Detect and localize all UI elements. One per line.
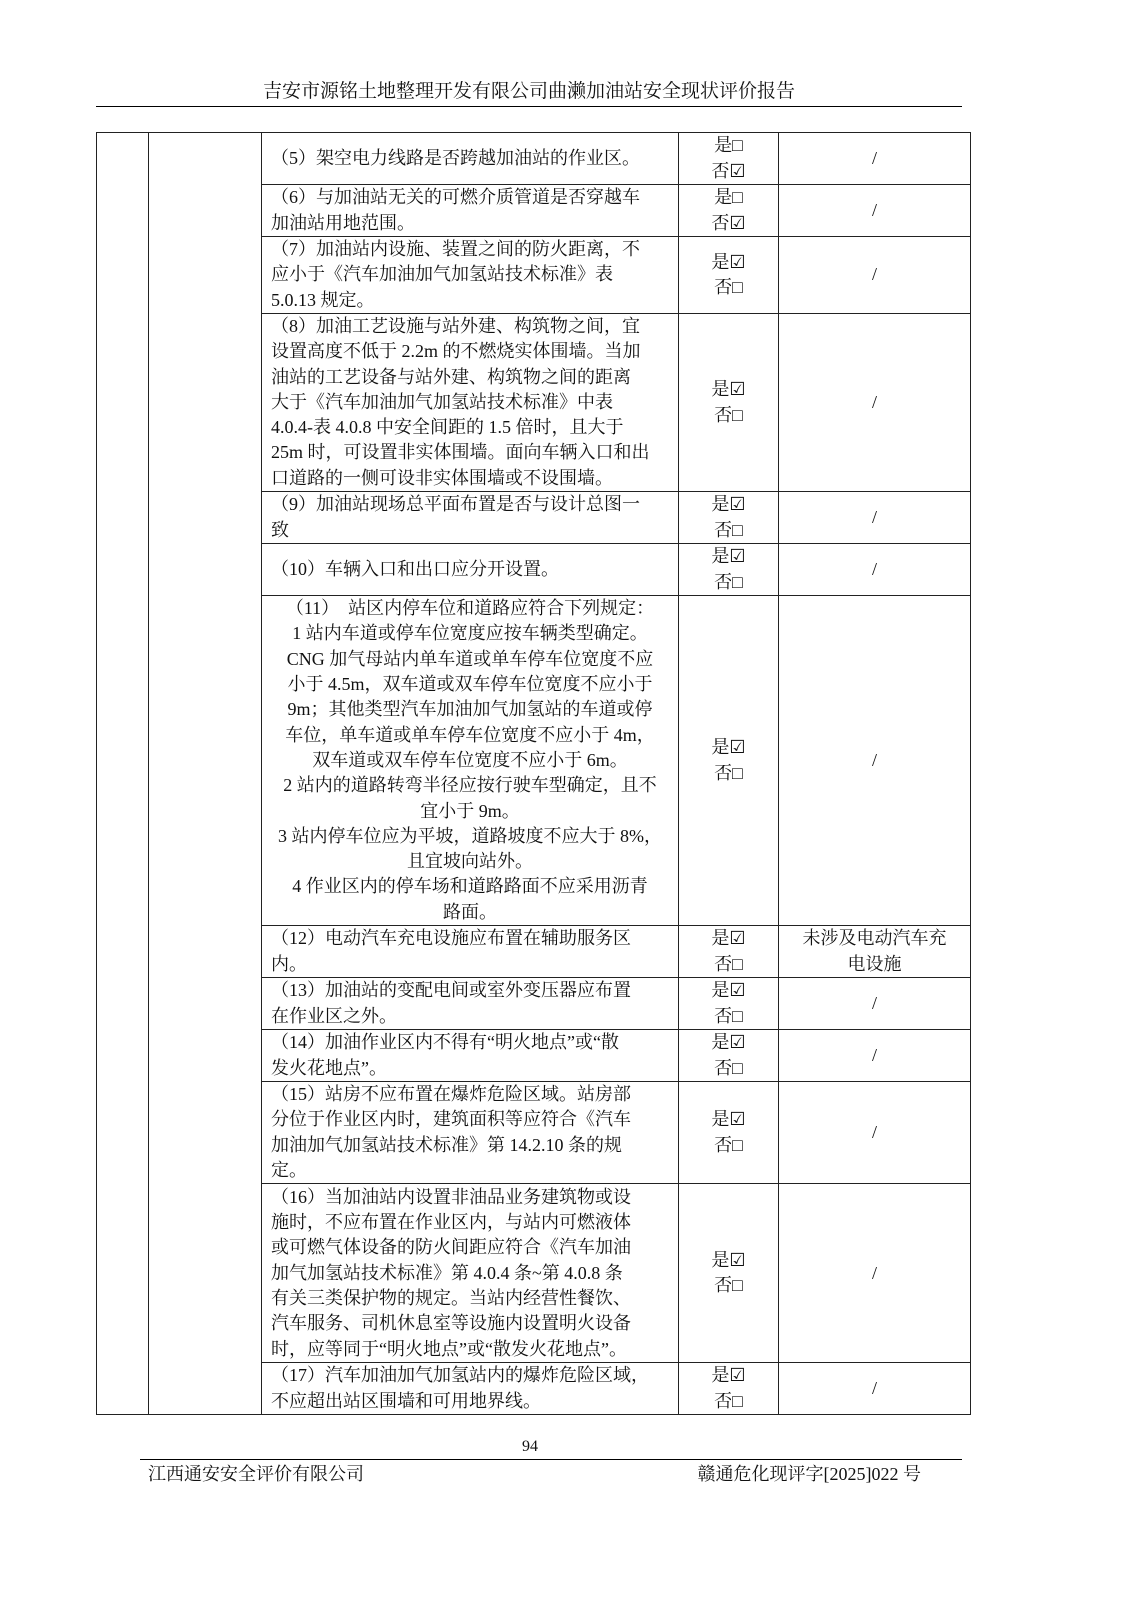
item-text-line: 3 站内停车位应为平坡，道路坡度不应大于 8%， — [278, 825, 662, 846]
yes-option: 是☑ — [711, 1365, 746, 1386]
item-text-line: （9）加油站现场总平面布置是否与设计总图一 — [271, 494, 640, 515]
footer-divider — [140, 1459, 962, 1460]
item-cell — [262, 314, 679, 492]
item-cell — [262, 978, 679, 1030]
item-text-line: 或可燃气体设备的防火间距应符合《汽车加油 — [271, 1237, 631, 1258]
no-option: 否□ — [714, 404, 743, 425]
remark-cell — [779, 237, 971, 314]
remark-cell — [779, 492, 971, 544]
yes-no-cell — [679, 237, 779, 314]
item-text-line: 加油加气加氢站技术标准》第 14.2.10 条的规 — [271, 1134, 622, 1155]
remark-text: / — [871, 1377, 877, 1398]
item-text-line: 宜小于 9m。 — [420, 800, 520, 821]
item-text-line: 1 站内车道或停车位宽度应按车辆类型确定。 — [292, 623, 648, 644]
page-header-title: 吉安市源铭土地整理开发有限公司曲濑加油站安全现状评价报告 — [262, 81, 795, 102]
item-cell — [262, 1082, 679, 1184]
remark-text: / — [871, 391, 877, 412]
item-text-line: 油站的工艺设备与站外建、构筑物之间的距离 — [271, 366, 631, 387]
item-text-line: （8）加油工艺设施与站外建、构筑物之间，宜 — [271, 316, 640, 336]
remark-text: / — [871, 147, 877, 168]
yes-option: 是☑ — [711, 379, 746, 400]
yes-no-cell — [679, 926, 779, 978]
no-option: 否□ — [714, 1057, 743, 1078]
item-cell — [262, 492, 679, 544]
item-text-line: 加油站用地范围。 — [271, 212, 415, 233]
yes-no-cell — [679, 314, 779, 492]
yes-option: 是☑ — [711, 1249, 746, 1270]
item-text-line: 双车道或双车停车位宽度不应小于 6m。 — [312, 749, 628, 770]
remark-text: 未涉及电动汽车充 — [802, 928, 947, 949]
table-row — [97, 133, 971, 185]
item-text-line: 发火花地点”。 — [271, 1057, 387, 1078]
remark-text: / — [871, 1122, 877, 1143]
remark-text: / — [871, 749, 877, 770]
remark-text: 电设施 — [847, 953, 902, 974]
yes-option: 是□ — [714, 135, 743, 156]
item-text-line: 口道路的一侧可设非实体围墙或不设围墙。 — [271, 467, 613, 488]
remark-cell — [779, 544, 971, 596]
item-text-line: （12）电动汽车充电设施应布置在辅助服务区 — [271, 928, 631, 949]
item-text-line: 在作业区之外。 — [271, 1005, 397, 1026]
remark-cell — [779, 596, 971, 926]
item-text-line: 9m；其他类型汽车加油加气加氢站的车道或停 — [287, 699, 653, 720]
yes-no-cell — [679, 185, 779, 237]
yes-no-cell — [679, 544, 779, 596]
item-text-line: （5）架空电力线路是否跨越加油站的作业区。 — [271, 147, 640, 168]
item-text-line: 有关三类保护物的规定。当站内经营性餐饮、 — [271, 1287, 631, 1308]
item-text-line: 加气加氢站技术标准》第 4.0.4 条~第 4.0.8 条 — [271, 1262, 623, 1283]
yes-option: 是☑ — [711, 928, 746, 949]
no-option: 否□ — [714, 1390, 743, 1411]
yes-option: 是☑ — [711, 737, 746, 758]
yes-no-cell — [679, 1030, 779, 1082]
page-number: 94 — [522, 1438, 538, 1455]
yes-no-cell — [679, 1082, 779, 1184]
no-option: 否☑ — [711, 160, 746, 181]
item-text-line: 4.0.4-表 4.0.8 中安全间距的 1.5 倍时，且大于 — [271, 417, 624, 438]
item-text-line: 不应超出站区围墙和可用地界线。 — [271, 1390, 541, 1411]
item-text-line: 4 作业区内的停车场和道路路面不应采用沥青 — [292, 876, 648, 897]
no-option: 否□ — [714, 1134, 743, 1155]
yes-no-cell — [679, 1363, 779, 1415]
item-text-line: 大于《汽车加油加气加氢站技术标准》中表 — [271, 391, 613, 412]
yes-option: 是☑ — [711, 494, 746, 515]
no-option: 否□ — [714, 762, 743, 783]
item-text-line: （11） 站区内停车位和道路应符合下列规定： — [285, 598, 655, 619]
item-text-line: 应小于《汽车加油加气加氢站技术标准》表 — [271, 264, 613, 285]
item-text-line: 25m 时，可设置非实体围墙。面向车辆入口和出 — [271, 442, 650, 463]
item-text-line: （15）站房不应布置在爆炸危险区域。站房部 — [271, 1084, 631, 1105]
no-option: 否□ — [714, 953, 743, 974]
item-text-line: （6）与加油站无关的可燃介质管道是否穿越车 — [271, 187, 640, 208]
yes-option: 是☑ — [711, 980, 746, 1001]
item-text-line: 分位于作业区内时，建筑面积等应符合《汽车 — [271, 1109, 631, 1130]
no-option: 否□ — [714, 571, 743, 592]
category-cell-empty — [149, 133, 262, 1415]
no-option: 否□ — [714, 1005, 743, 1026]
remark-cell — [779, 1363, 971, 1415]
item-text-line: 车位，单车道或单车停车位宽度不应小于 4m， — [285, 724, 655, 745]
no-option: 否☑ — [711, 212, 746, 233]
remark-cell — [779, 133, 971, 185]
yes-option: 是☑ — [711, 1032, 746, 1053]
item-cell — [262, 185, 679, 237]
item-text-line: （14）加油作业区内不得有“明火地点”或“散 — [271, 1032, 619, 1053]
remark-text: / — [871, 1262, 877, 1283]
yes-no-cell — [679, 596, 779, 926]
item-cell — [262, 1184, 679, 1363]
item-text-line: 2 站内的道路转弯半径应按行驶车型确定，且不 — [283, 775, 657, 796]
item-text-line: 小于 4.5m，双车道或双车停车位宽度不应小于 — [287, 674, 653, 695]
yes-option: 是☑ — [711, 1109, 746, 1130]
item-text-line: 设置高度不低于 2.2m 的不燃烧实体围墙。当加 — [271, 341, 641, 362]
item-text-line: （16）当加油站内设置非油品业务建筑物或设 — [271, 1186, 631, 1207]
item-text-line: 定。 — [271, 1159, 307, 1180]
yes-option: 是☑ — [711, 546, 746, 567]
remark-cell — [779, 1082, 971, 1184]
item-text-line: 致 — [271, 519, 289, 540]
yes-no-cell — [679, 133, 779, 185]
item-cell — [262, 1363, 679, 1415]
yes-no-cell — [679, 978, 779, 1030]
item-cell — [262, 1030, 679, 1082]
yes-option: 是☑ — [711, 251, 746, 272]
index-cell-empty — [97, 133, 149, 1415]
yes-option: 是□ — [714, 187, 743, 208]
item-text-line: （10）车辆入口和出口应分开设置。 — [271, 558, 559, 579]
item-text-line: （13）加油站的变配电间或室外变压器应布置 — [271, 980, 631, 1001]
header-divider — [96, 106, 962, 107]
remark-cell — [779, 1030, 971, 1082]
remark-text: / — [871, 992, 877, 1013]
footer-document-code: 赣通危化现评字[2025]022 号 — [697, 1464, 921, 1484]
item-text-line: 施时，不应布置在作业区内，与站内可燃液体 — [271, 1212, 631, 1233]
remark-text: / — [871, 506, 877, 527]
no-option: 否□ — [714, 519, 743, 540]
remark-cell — [779, 185, 971, 237]
remark-text: / — [871, 264, 877, 285]
yes-no-cell — [679, 492, 779, 544]
item-text-line: CNG 加气母站内单车道或单车停车位宽度不应 — [286, 648, 654, 669]
remark-text: / — [871, 199, 877, 220]
item-text-line: 汽车服务、司机休息室等设施内设置明火设备 — [271, 1313, 631, 1334]
remark-text: / — [871, 1044, 877, 1065]
checklist-table — [96, 132, 971, 1415]
item-text-line: （17）汽车加油加气加氢站内的爆炸危险区域， — [271, 1365, 649, 1386]
remark-cell — [779, 314, 971, 492]
item-text-line: 且宜坡向站外。 — [407, 851, 533, 872]
item-cell — [262, 926, 679, 978]
item-text-line: 时，应等同于“明火地点”或“散发火花地点”。 — [271, 1338, 627, 1359]
item-cell — [262, 237, 679, 314]
no-option: 否□ — [714, 1275, 743, 1296]
item-text-line: 5.0.13 规定。 — [271, 289, 375, 310]
item-text-line: 内。 — [271, 953, 307, 974]
remark-cell — [779, 1184, 971, 1363]
yes-no-cell — [679, 1184, 779, 1363]
remark-text: / — [871, 558, 877, 579]
footer-company: 江西通安安全评价有限公司 — [148, 1464, 364, 1484]
item-cell — [262, 596, 679, 926]
item-cell — [262, 133, 679, 185]
item-text-line: 路面。 — [443, 901, 497, 922]
item-text-line: （7）加油站内设施、装置之间的防火距离，不 — [271, 239, 640, 260]
remark-cell — [779, 926, 971, 978]
no-option: 否□ — [714, 277, 743, 297]
remark-cell — [779, 978, 971, 1030]
item-cell — [262, 544, 679, 596]
